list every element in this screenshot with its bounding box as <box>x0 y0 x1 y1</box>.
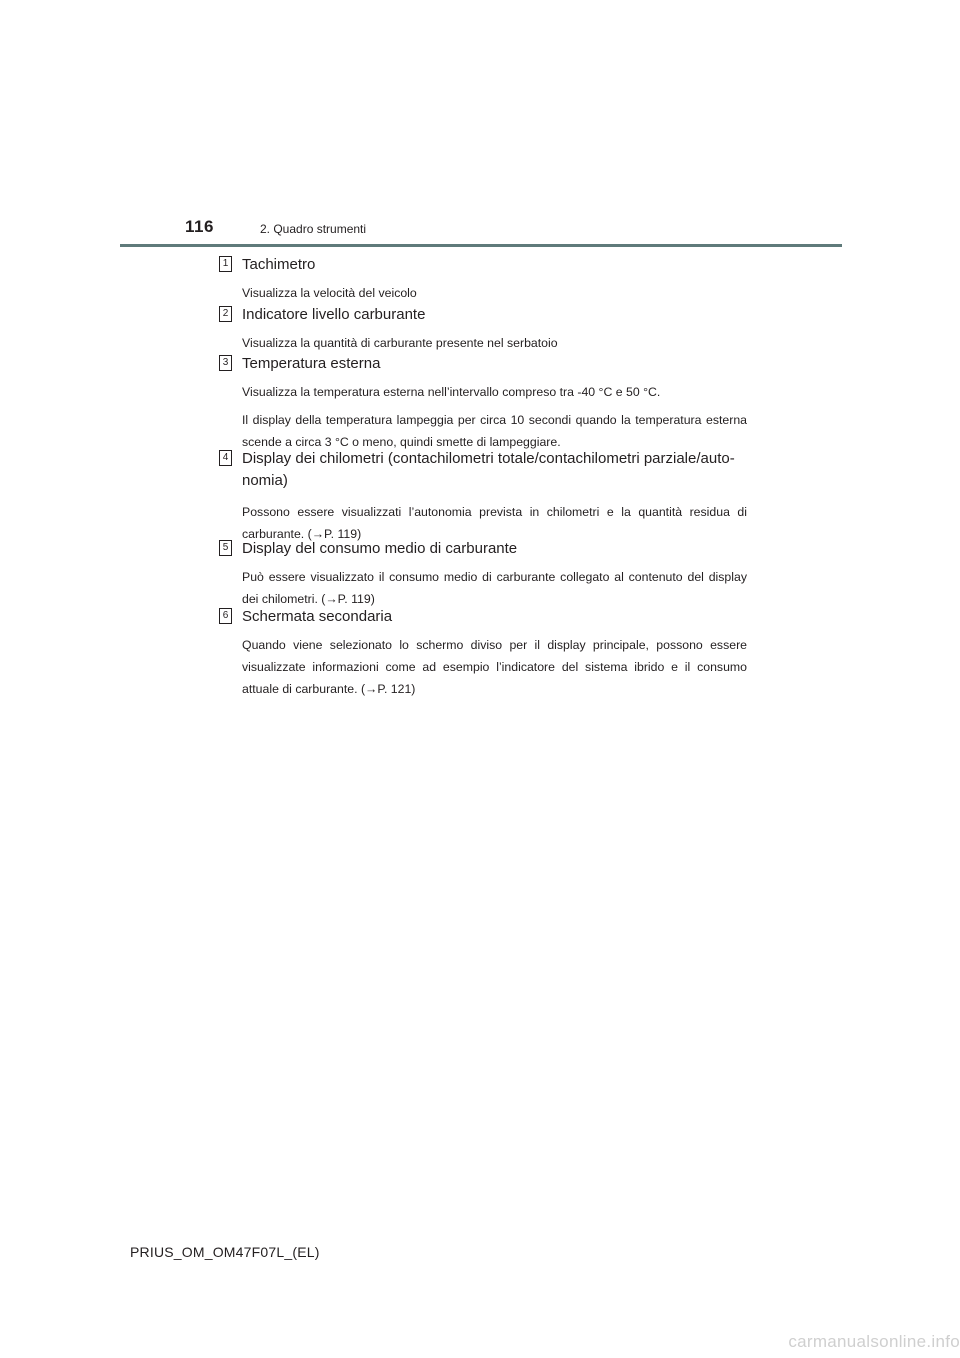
number-badge: 5 <box>219 540 232 556</box>
entry-temperatura-esterna <box>219 353 747 453</box>
number-badge: 4 <box>219 450 232 466</box>
entry-description: Può essere visualizzato il consumo medio di carburante collegato al contenuto del display dei chilometri. (→P. 119) <box>242 570 747 606</box>
entry-schermata-secondaria <box>219 606 747 700</box>
entry-title-line: nomia) <box>242 472 288 489</box>
entry-description: Visualizza la velocità del veicolo <box>242 286 417 300</box>
page-number: 116 <box>185 217 214 236</box>
entry-title: Indicatore livello carburante <box>242 306 426 323</box>
entry-title: Tachimetro <box>242 256 316 273</box>
number-badge: 6 <box>219 608 232 624</box>
entry-consumo-medio <box>219 538 747 610</box>
section-title: 2. Quadro strumenti <box>260 222 367 236</box>
watermark: carmanualsonline.info <box>788 1332 960 1351</box>
header-divider <box>120 244 842 247</box>
entry-description: Il display della temperatura lampeggia per circa 10 secondi quando la temperatura esterna scende a circa 3 °C o meno, quindi smette di lampeggiare. <box>242 413 747 449</box>
entry-title: Schermata secondaria <box>242 608 393 625</box>
number-badge: 3 <box>219 355 232 371</box>
entry-title: Display del consumo medio di carburante <box>242 540 518 557</box>
entry-tachimetro <box>219 254 747 304</box>
entry-title-line: Display dei chilometri (contachilometri totale/contachilometri parziale/auto- <box>242 450 735 467</box>
entry-title: Temperatura esterna <box>242 355 381 372</box>
entry-description: Possono essere visualizzati l’autonomia prevista in chilometri e la quantità residua di carburante. (→P. 119) <box>242 505 747 541</box>
entry-title <box>242 448 735 492</box>
number-badge: 2 <box>219 306 232 322</box>
number-badge: 1 <box>219 256 232 272</box>
entry-description: Visualizza la quantità di carburante presente nel serbatoio <box>242 336 558 350</box>
document-code: PRIUS_OM_OM47F07L_(EL) <box>130 1244 320 1260</box>
entry-display-chilometri <box>219 448 747 545</box>
entry-description: Quando viene selezionato lo schermo diviso per il display principale, possono essere visualizzate informazioni come ad esempio l’indicatore del sistema ibrido e il consumo attuale di carburante. (→P. 121) <box>242 638 747 696</box>
entry-indicatore-carburante <box>219 304 747 354</box>
entry-description: Visualizza la temperatura esterna nell’intervallo compreso tra -40 °C e 50 °C. <box>242 385 661 399</box>
